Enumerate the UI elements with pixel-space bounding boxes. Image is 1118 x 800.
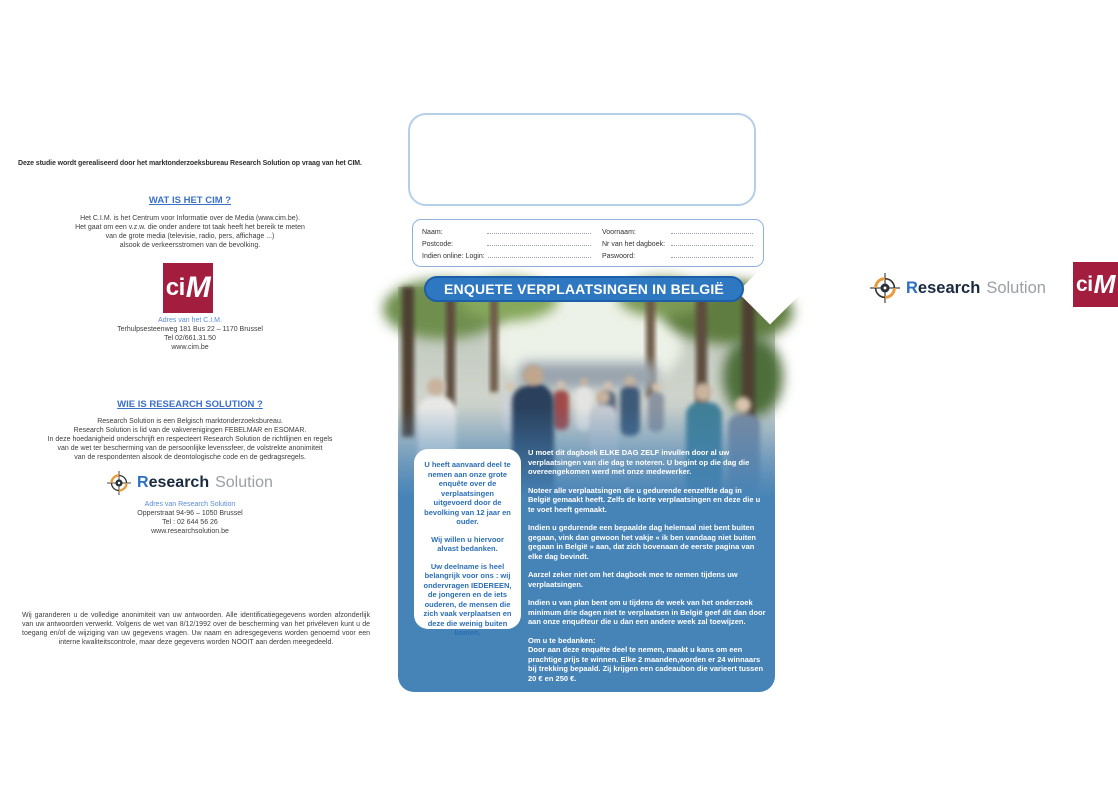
rs-description-line: In deze hoedanigheid onderschrijft en respecteert Research Solution de richtlijnen en regels: [47, 436, 333, 443]
hero-block: [398, 287, 775, 692]
research-solution-logo: [0, 471, 380, 495]
naam-field: [422, 226, 592, 236]
cim-logo: [1073, 262, 1118, 307]
paswoord-field: [602, 250, 754, 260]
participation-intro-box: [414, 449, 521, 637]
naam-label: Naam:: [422, 229, 443, 236]
cim-address-block: [20, 316, 360, 352]
rs-address-block: [20, 500, 360, 536]
instruction-paragraph: Aarzel zeker niet om het dagboek mee te nemen tijdens uw verplaatsingen.: [528, 570, 738, 589]
cim-logo-text: ci: [1076, 272, 1093, 296]
rs-logo-solution: Solution: [215, 474, 273, 491]
postcode-label: Postcode:: [422, 241, 454, 248]
login-input-line[interactable]: [488, 257, 591, 258]
cim-description: [20, 214, 360, 250]
rs-address-title: Adres van Research Solution: [144, 501, 236, 508]
paswoord-label: Paswoord:: [602, 253, 636, 260]
survey-title-banner: ENQUETE VERPLAATSINGEN IN BELGIË: [424, 276, 744, 302]
instruction-paragraph: Indien u van plan bent om u tijdens de week van het onderzoek minimum drie dagen niet te verplaatsen in België geef dit dan door aan onze enquêteur die u dan een andere week zal toewijzen.: [528, 598, 766, 626]
instruction-paragraph: Noteer alle verplaatsingen die u gedurende eenzelfde dag in België gemaakt heeft. Zelfs de korte verplaatsingen en deze die u te voet heeft gemaakt.: [528, 485, 761, 514]
rs-logo-research: Research: [137, 474, 210, 491]
target-icon: [870, 273, 900, 303]
heading-who-is-research-solution: WIE IS RESEARCH SOLUTION ?: [117, 399, 263, 410]
intro-box-paragraph: U heeft aanvaard deel te nemen aan onze grote enquête over de verplaatsingen uitgevoerd door de bevolking van 12 jaar en ouder.: [424, 460, 511, 526]
rs-description: [20, 417, 360, 462]
instruction-paragraph: U moet dit dagboek ELKE DAG ZELF invullen door al uw verplaatsingen van die dag te noteren. U begint op die dag die overeengekomen werd met onze medewerker.: [528, 448, 750, 476]
rs-description-line: Research Solution is lid van de vakverenigingen FEBELMAR en ESOMAR.: [73, 427, 307, 434]
cim-description-line: Het gaat om een v.z.w. die onder andere tot taak heeft het bereik te meten: [75, 224, 305, 231]
identification-form: [412, 219, 764, 267]
rs-description-line: van de respondenten alsook de deontologische code en de gedragsregels.: [74, 454, 306, 461]
research-solution-logo: [870, 273, 1046, 303]
paswoord-input-line[interactable]: [671, 257, 753, 258]
voornaam-field: [602, 226, 754, 236]
target-icon: [107, 471, 131, 495]
voornaam-label: Voornaam:: [602, 229, 636, 236]
cim-logo-m: M: [185, 271, 211, 304]
cim-description-line: Het C.I.M. is het Centrum voor Informatie over de Media (www.cim.be).: [80, 215, 300, 222]
diary-instructions: [528, 448, 766, 692]
cim-description-line: van de grote media (televisie, radio, pers, affichage ...): [105, 233, 275, 240]
heading-what-is-cim: WAT IS HET CIM ?: [148, 195, 232, 206]
cim-address-tel: Tel 02/661.31.50: [164, 335, 216, 342]
rs-website-link: www.researchsolution.be: [151, 528, 229, 535]
rs-logo-solution: Solution: [986, 278, 1046, 297]
naam-input-line[interactable]: [487, 233, 591, 234]
cim-address-title: Adres van het C.I.M.: [158, 317, 222, 324]
cim-logo: [163, 263, 213, 313]
cim-description-line: alsook de verkeersstromen van de bevolking.: [119, 242, 261, 249]
voornaam-input-line[interactable]: [671, 233, 753, 234]
rs-address-street: Opperstraat 94-96 – 1050 Brussel: [137, 510, 243, 517]
cim-website-link: www.cim.be: [171, 344, 209, 351]
cim-logo-text: ci: [165, 274, 185, 301]
thanks-body: Door aan deze enquête deel te nemen, maakt u kans om een prachtige prijs te winnen. Elke 2 maanden,worden er 24 winnaars bij trekking bepaald. Zij krijgen een cadeaubon die varieert tussen 20 € en 250 €.: [528, 645, 764, 683]
dagboeknr-field: [602, 238, 754, 248]
rs-address-tel: Tel : 02 644 56 26: [162, 519, 218, 526]
thanks-heading: Om u te bedanken:: [528, 635, 596, 645]
dagboeknr-input-line[interactable]: [671, 245, 753, 246]
dagboeknr-label: Nr van het dagboek:: [602, 241, 666, 248]
rs-description-line: van de wet ter bescherming van de persoonlijke levenssfeer, de volstrekte anonimiteit: [57, 445, 323, 452]
postcode-input-line[interactable]: [487, 245, 591, 246]
postcode-field: [422, 238, 592, 248]
intro-box-paragraph: Uw deelname is heel belangrijk voor ons : wij ondervragen IEDEREEN, de jongeren en de iets ouderen, de mensen die zich vaak verplaatsen en deze die weinig buiten komen.: [423, 561, 512, 637]
study-intro-line: Deze studie wordt gerealiseerd door het marktonderzoeksbureau Research Solution op vraag van het CIM.: [18, 160, 362, 167]
instruction-paragraph: Indien u gedurende een bepaalde dag helemaal niet bent buiten gegaan, vink dan gewoon het vakje « ik ben vandaag niet buiten gegaan in België » aan, dat zich bovenaan de eerste pagina van elke dag bevindt.: [528, 523, 756, 561]
privacy-guarantee-paragraph: Wij garanderen u de volledige anonimiteit van uw antwoorden. Alle identificatiegegevens worden afzonderlijk van uw antwoorden verwerkt. Volgens de wet van 8/12/1992 over de bescherming van het privéleven kunt u de toegang en/of de wijziging van uw gegevens vragen. Uw naam en adresgegevens worden genoemd voor een interne kwaliteitscontrole, maar deze gegevens worden NOOIT aan derden meegedeeld.: [22, 612, 370, 646]
cim-address-street: Terhulpsesteenweg 181 Bus 22 – 1170 Brussel: [117, 326, 263, 333]
login-label: Indien online: Login:: [422, 253, 485, 260]
intro-box-thanks: Wij willen u hiervoor alvast bedanken.: [431, 534, 504, 553]
login-field: [422, 250, 592, 260]
rs-logo-research: Research: [906, 278, 981, 297]
cim-logo-m: M: [1093, 269, 1115, 299]
rs-description-line: Research Solution is een Belgisch marktonderzoeksbureau.: [97, 418, 283, 425]
